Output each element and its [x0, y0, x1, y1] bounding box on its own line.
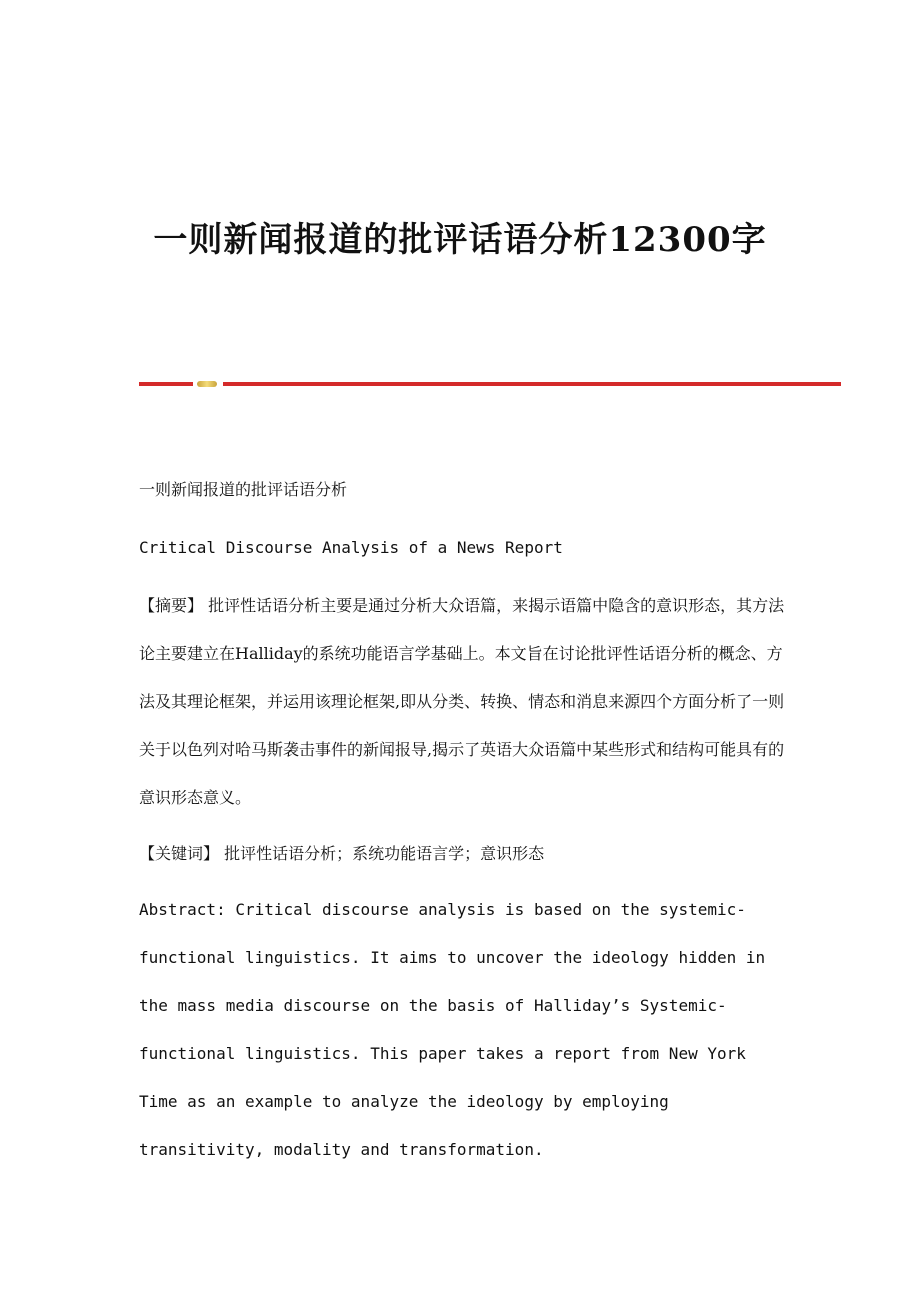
subtitle-en: Critical Discourse Analysis of a News Report	[139, 538, 563, 557]
title-divider	[139, 380, 841, 388]
divider-line-left	[139, 382, 193, 386]
keywords-text: 批评性话语分析；系统功能语言学；意识形态	[224, 844, 545, 863]
divider-ornament-icon	[197, 381, 217, 387]
keywords	[139, 830, 787, 878]
abstract-cn-label: 【摘要】	[139, 596, 204, 615]
abstract-cn	[139, 582, 787, 822]
document-body	[139, 466, 787, 1174]
keywords-label: 【关键词】	[139, 844, 220, 863]
page-title: 一则新闻报道的批评话语分析12300字	[153, 220, 767, 260]
divider-line-right	[223, 382, 841, 386]
subtitle-cn: 一则新闻报道的批评话语分析	[139, 480, 348, 499]
abstract-cn-text: 批评性话语分析主要是通过分析大众语篇，来揭示语篇中隐含的意识形态，其方法论主要建立在Halliday的系统功能语言学基础上。本文旨在讨论批评性话语分析的概念、方法及其理论框架，并运用该理论框架,即从分类、转换、情态和消息来源四个方面分析了一则关于以色列对哈马斯袭击事件的新闻报导,揭示了英语大众语篇中某些形式和结构可能具有的意识形态意义。	[139, 596, 785, 807]
abstract-en: Abstract: Critical discourse analysis is based on the systemic-functional linguistics. It aims to uncover the ideology hidden in the mass media discourse on the basis of Halliday’s Systemic-functional linguistics. This paper takes a report from New York Time as an example to analyze the ideology by employing transitivity, modality and transformation.	[139, 900, 766, 1159]
